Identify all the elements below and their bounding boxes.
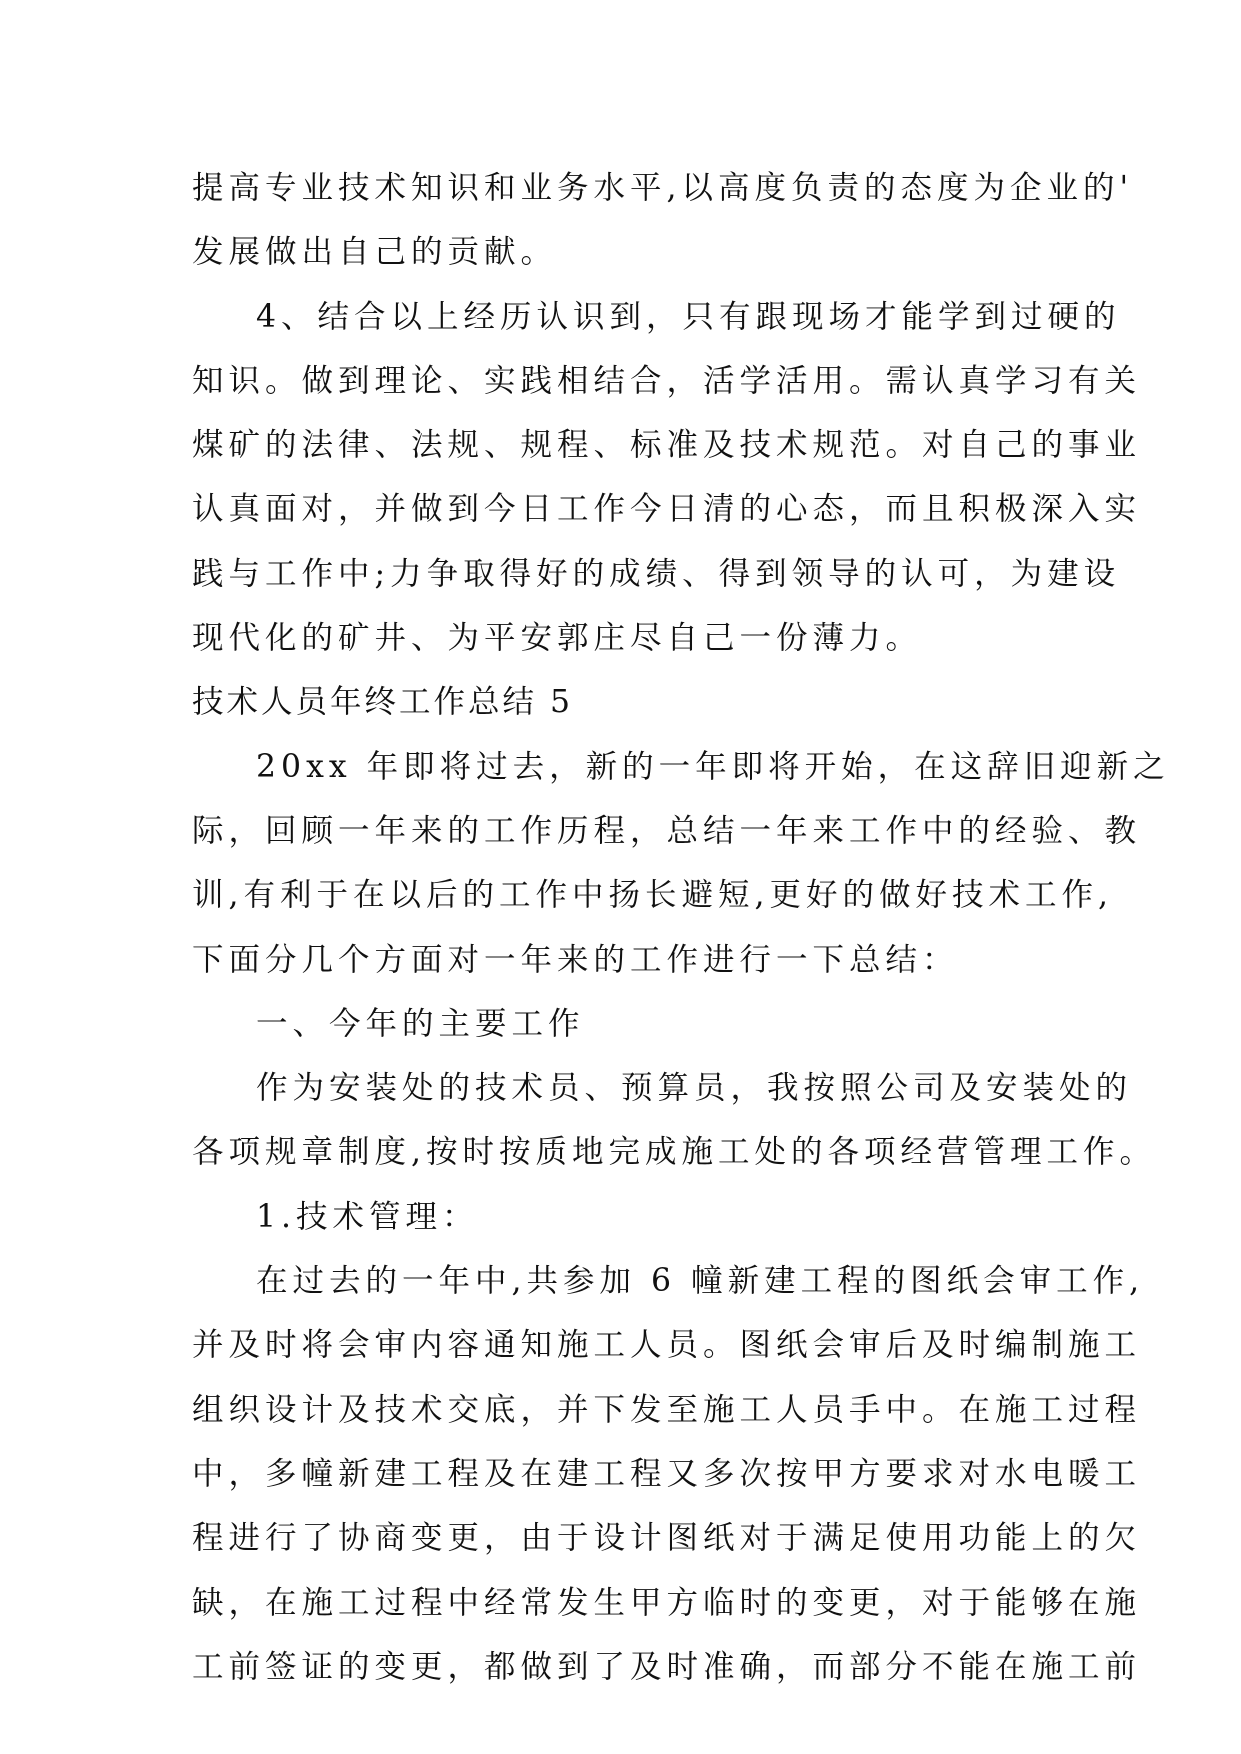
text-line: 20xx 年即将过去，新的一年即将开始，在这辞旧迎新之 (256, 748, 1170, 785)
text-line: 作为安装处的技术员、预算员，我按照公司及安装处的 (256, 1070, 1133, 1107)
text-line: 程进行了协商变更，由于设计图纸对于满足使用功能上的欠 (192, 1520, 1142, 1557)
document-page (192, 156, 1170, 1699)
text-line: 在过去的一年中,共参加 6 幢新建工程的图纸会审工作, (256, 1263, 1145, 1300)
text-line: 际，回顾一年来的工作历程，总结一年来工作中的经验、教 (192, 812, 1142, 849)
text-line: 各项规章制度,按时按质地完成施工处的各项经营管理工作。 (192, 1134, 1157, 1171)
subheading: 一、今年的主要工作 (256, 1005, 585, 1042)
text-line: 工前签证的变更，都做到了及时准确，而部分不能在施工前 (192, 1648, 1142, 1685)
text-line: 现代化的矿井、为平安郭庄尽自己一份薄力。 (192, 620, 923, 657)
text-line: 煤矿的法律、法规、规程、标准及技术规范。对自己的事业 (192, 427, 1142, 464)
text-line: 下面分几个方面对一年来的工作进行一下总结： (192, 941, 959, 978)
text-line: 并及时将会审内容通知施工人员。图纸会审后及时编制施工 (192, 1327, 1142, 1364)
section-heading: 技术人员年终工作总结 5 (192, 684, 574, 721)
text-line: 践与工作中;力争取得好的成绩、得到领导的认可，为建设 (192, 555, 1121, 592)
text-line: 知识。做到理论、实践相结合，活学活用。需认真学习有关 (192, 362, 1142, 399)
text-line: 训,有利于在以后的工作中扬长避短,更好的做好技术工作, (192, 877, 1114, 914)
text-line: 4、结合以上经历认识到，只有跟现场才能学到过硬的 (256, 298, 1121, 335)
text-line: 发展做出自己的贡献。 (192, 234, 558, 271)
text-line: 组织设计及技术交底，并下发至施工人员手中。在施工过程 (192, 1391, 1142, 1428)
text-line: 提高专业技术知识和业务水平,以高度负责的态度为企业的' (192, 170, 1134, 206)
text-line: 中，多幢新建工程及在建工程又多次按甲方要求对水电暖工 (192, 1455, 1142, 1492)
text-line: 缺，在施工过程中经常发生甲方临时的变更，对于能够在施 (192, 1584, 1142, 1621)
text-line: 认真面对，并做到今日工作今日清的心态，而且积极深入实 (192, 491, 1142, 528)
subheading: 1.技术管理： (256, 1198, 479, 1235)
